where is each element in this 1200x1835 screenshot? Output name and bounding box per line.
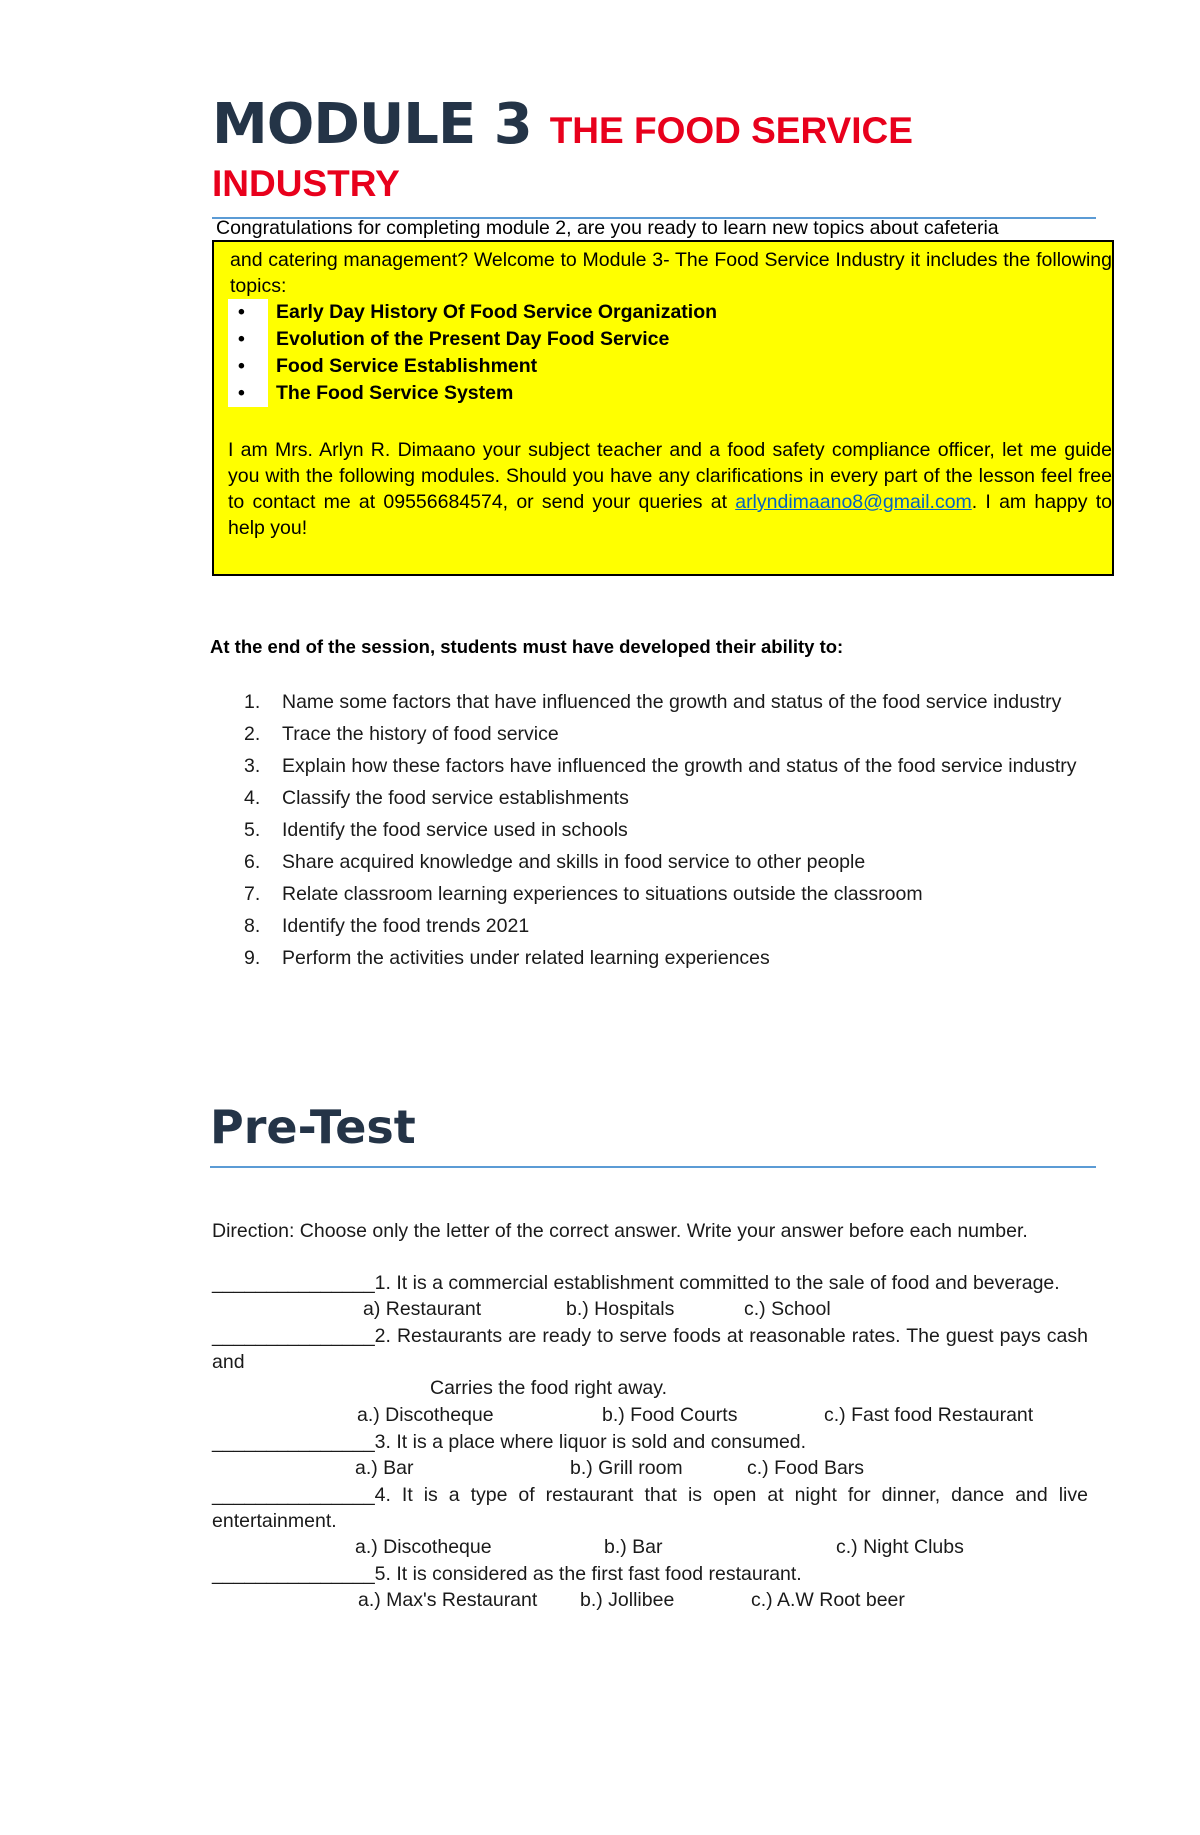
bullet-icon: • <box>238 382 245 404</box>
objective-item: 6. Share acquired knowledge and skills in food service to other people <box>244 851 866 873</box>
option-b: b.) Bar <box>604 1536 663 1558</box>
objective-item: 2. Trace the history of food service <box>244 723 559 745</box>
intro-continuation: and catering management? Welcome to Module 3- The Food Service Industry it includes the following topics: <box>230 249 1112 297</box>
pretest-direction: Direction: Choose only the letter of the correct answer. Write your answer before each number. <box>212 1220 1028 1242</box>
objective-item: 4. Classify the food service establishments <box>244 787 629 809</box>
question-3-options <box>212 1455 1088 1482</box>
question-4: _______________4. It is a type of restaurant that is open at night for dinner, dance and live entertainment. <box>212 1484 1088 1532</box>
title-line-1 <box>212 92 1092 157</box>
question-2-continuation: Carries the food right away. <box>430 1377 667 1399</box>
option-b: b.) Grill room <box>570 1457 683 1479</box>
option-c: c.) Night Clubs <box>836 1536 964 1558</box>
intro-first-line: Congratulations for completing module 2, are you ready to learn new topics about cafeteria <box>216 217 999 239</box>
module-topic-part1: THE FOOD SERVICE <box>549 110 913 151</box>
question-5: _______________5. It is considered as the first fast food restaurant. <box>212 1563 802 1585</box>
bullet-icon: • <box>238 328 245 350</box>
objectives-list <box>240 690 1090 978</box>
objective-item: 1. Name some factors that have influenced the growth and status of the food service industry <box>244 691 1062 713</box>
objectives-heading: At the end of the session, students must have developed their ability to: <box>210 636 844 657</box>
option-b: b.) Jollibee <box>580 1589 675 1611</box>
objective-item: 5. Identify the food service used in schools <box>244 819 628 841</box>
topic-item: • Evolution of the Present Day Food Service <box>228 326 1112 353</box>
objective-item: 9. Perform the activities under related learning experiences <box>244 947 770 969</box>
teacher-text: I am Mrs. Arlyn R. Dimaano your subject teacher and a food safety compliance officer, let me guide you with the following modules. Should you have any clarifications in every part of the lesson feel free to contact me at 09556684574, or send your queries at <box>228 439 1112 513</box>
question-1: _______________1. It is a commercial establishment committed to the sale of food and beverage. <box>212 1272 1060 1294</box>
bullet-icon: • <box>238 355 245 377</box>
option-a: a.) Bar <box>355 1457 414 1479</box>
option-c: c.) School <box>744 1298 831 1320</box>
module-title <box>212 92 1092 205</box>
option-a: a.) Discotheque <box>355 1536 492 1558</box>
teacher-email-link[interactable]: arlyndimaano8@gmail.com <box>735 491 972 513</box>
option-b: b.) Hospitals <box>566 1298 675 1320</box>
teacher-message <box>228 437 1112 541</box>
question-3: _______________3. It is a place where liquor is sold and consumed. <box>212 1431 807 1453</box>
objective-item: 8. Identify the food trends 2021 <box>244 915 530 937</box>
option-b: b.) Food Courts <box>602 1404 738 1426</box>
pretest-title: Pre-Test <box>210 1100 416 1154</box>
pretest-underline <box>210 1166 1096 1168</box>
objective-item: 3. Explain how these factors have influenced the growth and status of the food service industry <box>244 755 1077 777</box>
intro-box <box>212 240 1114 576</box>
option-a: a.) Max's Restaurant <box>358 1589 538 1611</box>
topic-item: • Early Day History Of Food Service Organization <box>228 299 1112 326</box>
option-c: c.) Food Bars <box>747 1457 865 1479</box>
intro-box-content <box>228 247 1112 539</box>
option-c: c.) Fast food Restaurant <box>824 1404 1034 1426</box>
question-1-options <box>212 1296 1088 1323</box>
module-topic-part2: INDUSTRY <box>212 163 400 204</box>
teacher-closing: . I am happy to help you! <box>228 491 1112 539</box>
module-number: MODULE 3 <box>212 92 532 157</box>
pretest-section <box>212 1218 1088 1614</box>
option-a: a.) Discotheque <box>357 1404 494 1426</box>
objective-item: 7. Relate classroom learning experiences to situations outside the classroom <box>244 883 923 905</box>
question-5-options <box>212 1587 1088 1614</box>
topics-list <box>228 299 1112 407</box>
question-2: _______________2. Restaurants are ready to serve foods at reasonable rates. The guest pays cash and <box>212 1325 1088 1373</box>
option-a: a) Restaurant <box>363 1298 482 1320</box>
bullet-icon: • <box>238 301 245 323</box>
option-c: c.) A.W Root beer <box>751 1589 905 1611</box>
question-4-options <box>212 1534 1088 1561</box>
question-2-options <box>212 1402 1088 1429</box>
topic-item: • Food Service Establishment <box>228 353 1112 380</box>
topic-item: • The Food Service System <box>228 380 1112 407</box>
